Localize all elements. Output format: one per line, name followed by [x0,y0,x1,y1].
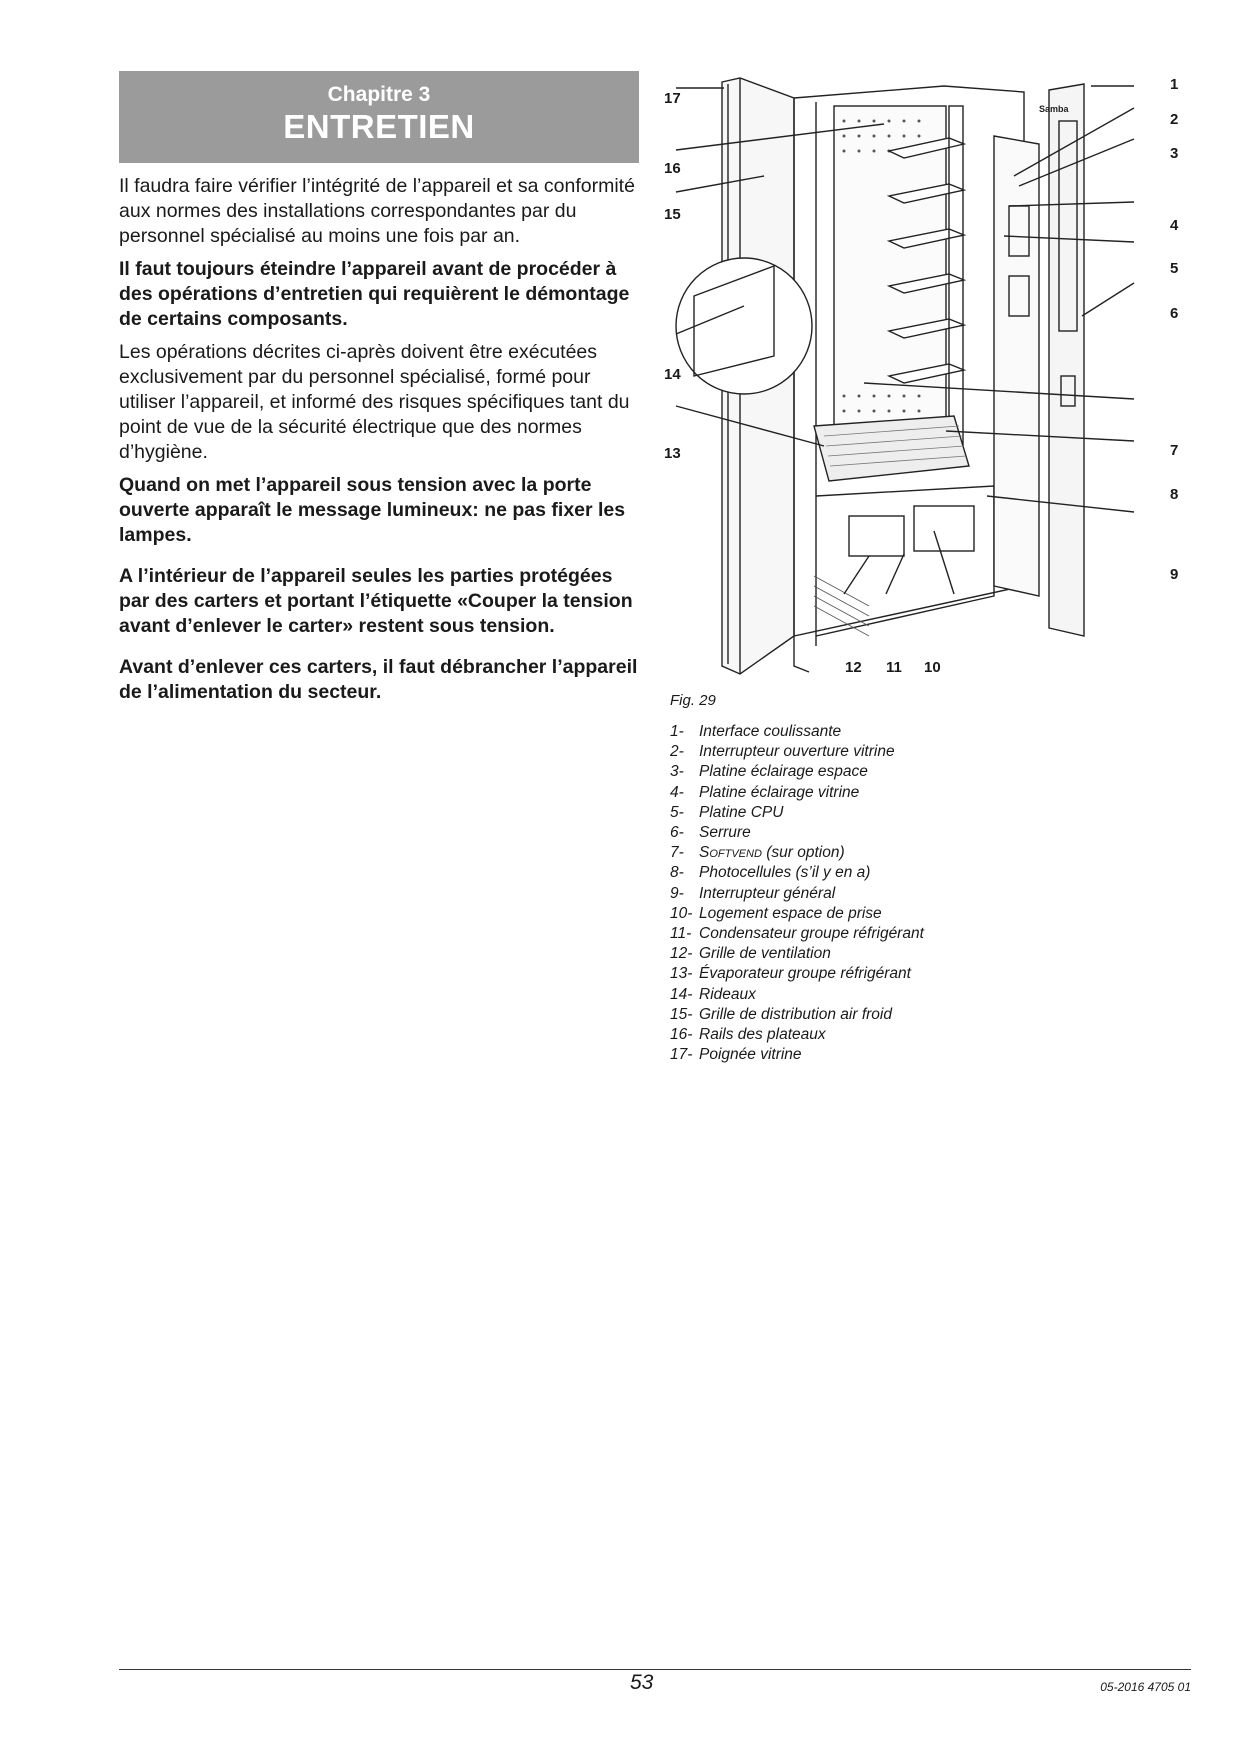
warning-4: Avant d’enlever ces carters, il faut débrancher l’appareil de l’alimentation du secteur. [119,656,638,703]
legend-text [699,1005,892,1025]
callout-2: 2 [1170,111,1179,128]
legend-number: 12- [670,945,693,963]
legend-text [699,783,859,803]
paragraph-1: Il faudra faire vérifier l’intégrité de l’appareil et sa conformité aux normes des installations correspondantes par du personnel spécialisé au moins une fois par an. [119,175,635,247]
legend-item [670,1045,924,1065]
callout-6: 6 [1170,305,1179,322]
chapter-number: Chapitre 3 [327,83,431,106]
legend-text [699,803,783,823]
legend-text [699,762,868,782]
brand-label: Samba [1039,104,1069,114]
callout-5: 5 [1170,260,1179,277]
legend-label: Interrupteur général [699,884,836,902]
legend-item [670,722,924,742]
legend-number: 17- [670,1046,693,1064]
legend-text [699,1025,826,1045]
legend-label: Serrure [699,824,751,842]
callout-15: 15 [664,206,681,223]
legend-number: 6- [670,824,684,842]
callout-11: 11 [886,659,902,676]
legend-label: Condensateur groupe réfrigérant [699,925,924,943]
legend-label: Grille de distribution air froid [699,1005,892,1023]
legend-label: Évaporateur groupe réfrigérant [699,965,911,983]
legend-text [699,924,924,944]
legend-item [670,964,924,984]
callout-9: 9 [1170,566,1179,583]
legend-text [699,1045,802,1065]
callout-13: 13 [664,445,681,462]
legend-label: Platine éclairage vitrine [699,783,860,801]
footer-divider [119,1669,1191,1670]
warning-3: A l’intérieur de l’appareil seules les parties protégées par des carters et portant l’étiquette «Couper la tension avant d’enlever le carter» restent sous tension. [119,565,633,637]
legend-item [670,904,924,924]
page-number: 53 [630,1671,654,1694]
legend-label: Grille de ventilation [699,945,831,963]
legend-label: Softvend [699,844,762,862]
legend-text [699,863,870,883]
figure-legend [670,722,924,1065]
callout-12: 12 [845,659,862,676]
legend-item [670,783,924,803]
legend-suffix: (sur option) [761,844,845,862]
legend-label: Interrupteur ouverture vitrine [699,743,895,761]
legend-label: Platine éclairage espace [699,763,868,781]
legend-number: 9- [670,884,684,902]
legend-label: Platine CPU [699,803,784,821]
callout-3: 3 [1170,145,1179,162]
machine-diagram [664,76,1214,686]
legend-item [670,762,924,782]
legend-number: 7- [670,844,684,862]
legend-item [670,924,924,944]
callout-8: 8 [1170,486,1179,503]
vending-machine-illustration [664,76,1214,686]
body-text [119,174,644,713]
paragraph-2: Les opérations décrites ci-après doivent être exécutées exclusivement par du personnel spécialisé, formé pour utiliser l’appareil, et informé des risques spécifiques tant du point de vue de la sécurité électrique que des normes d’hygiène. [119,341,630,463]
callout-4: 4 [1170,217,1179,234]
legend-text [699,722,841,742]
legend-text [699,884,835,904]
callout-17: 17 [664,90,681,107]
legend-label: Photocellules (s’il y en a) [699,864,871,882]
legend-item [670,884,924,904]
legend-text [699,904,882,924]
warning-2: Quand on met l’appareil sous tension avec la porte ouverte apparaît le message lumineux: ne pas fixer les lampes. [119,474,626,546]
legend-item [670,985,924,1005]
legend-number: 2- [670,743,684,761]
legend-label: Rails des plateaux [699,1026,826,1044]
legend-label: Logement espace de prise [699,904,882,922]
legend-number: 14- [670,985,693,1003]
warning-1: Il faut toujours éteindre l’appareil avant de procéder à des opérations d’entretien qui requièrent le démontage de certains composants. [119,258,630,330]
legend-item [670,803,924,823]
legend-number: 5- [670,803,684,821]
legend-item [670,742,924,762]
legend-item [670,823,924,843]
chapter-title: ENTRETIEN [283,108,475,145]
legend-item [670,843,924,863]
legend-number: 13- [670,965,693,983]
legend-number: 15- [670,1005,693,1023]
legend-item [670,944,924,964]
callout-16: 16 [664,160,681,177]
legend-item [670,1025,924,1045]
legend-text [699,843,845,863]
legend-label: Rideaux [699,985,756,1003]
callout-1: 1 [1170,76,1179,93]
legend-item [670,1005,924,1025]
legend-number: 10- [670,904,693,922]
legend-label: Poignée vitrine [699,1046,802,1064]
legend-number: 1- [670,723,684,740]
legend-number: 11- [670,925,692,943]
callout-10: 10 [924,659,941,676]
legend-label: Interface coulissante [699,723,842,740]
legend-number: 8- [670,864,684,882]
legend-number: 4- [670,783,684,801]
figure-caption: Fig. 29 [670,692,716,709]
legend-text [699,944,831,964]
legend-item [670,863,924,883]
legend-text [699,964,911,984]
legend-text [699,985,756,1005]
legend-number: 16- [670,1026,693,1044]
legend-text [699,823,751,843]
chapter-header [119,71,639,163]
callout-7: 7 [1170,442,1179,459]
legend-text [699,742,895,762]
document-code: 05-2016 4705 01 [1100,1680,1191,1694]
legend-number: 3- [670,763,684,781]
callout-14: 14 [664,366,681,383]
